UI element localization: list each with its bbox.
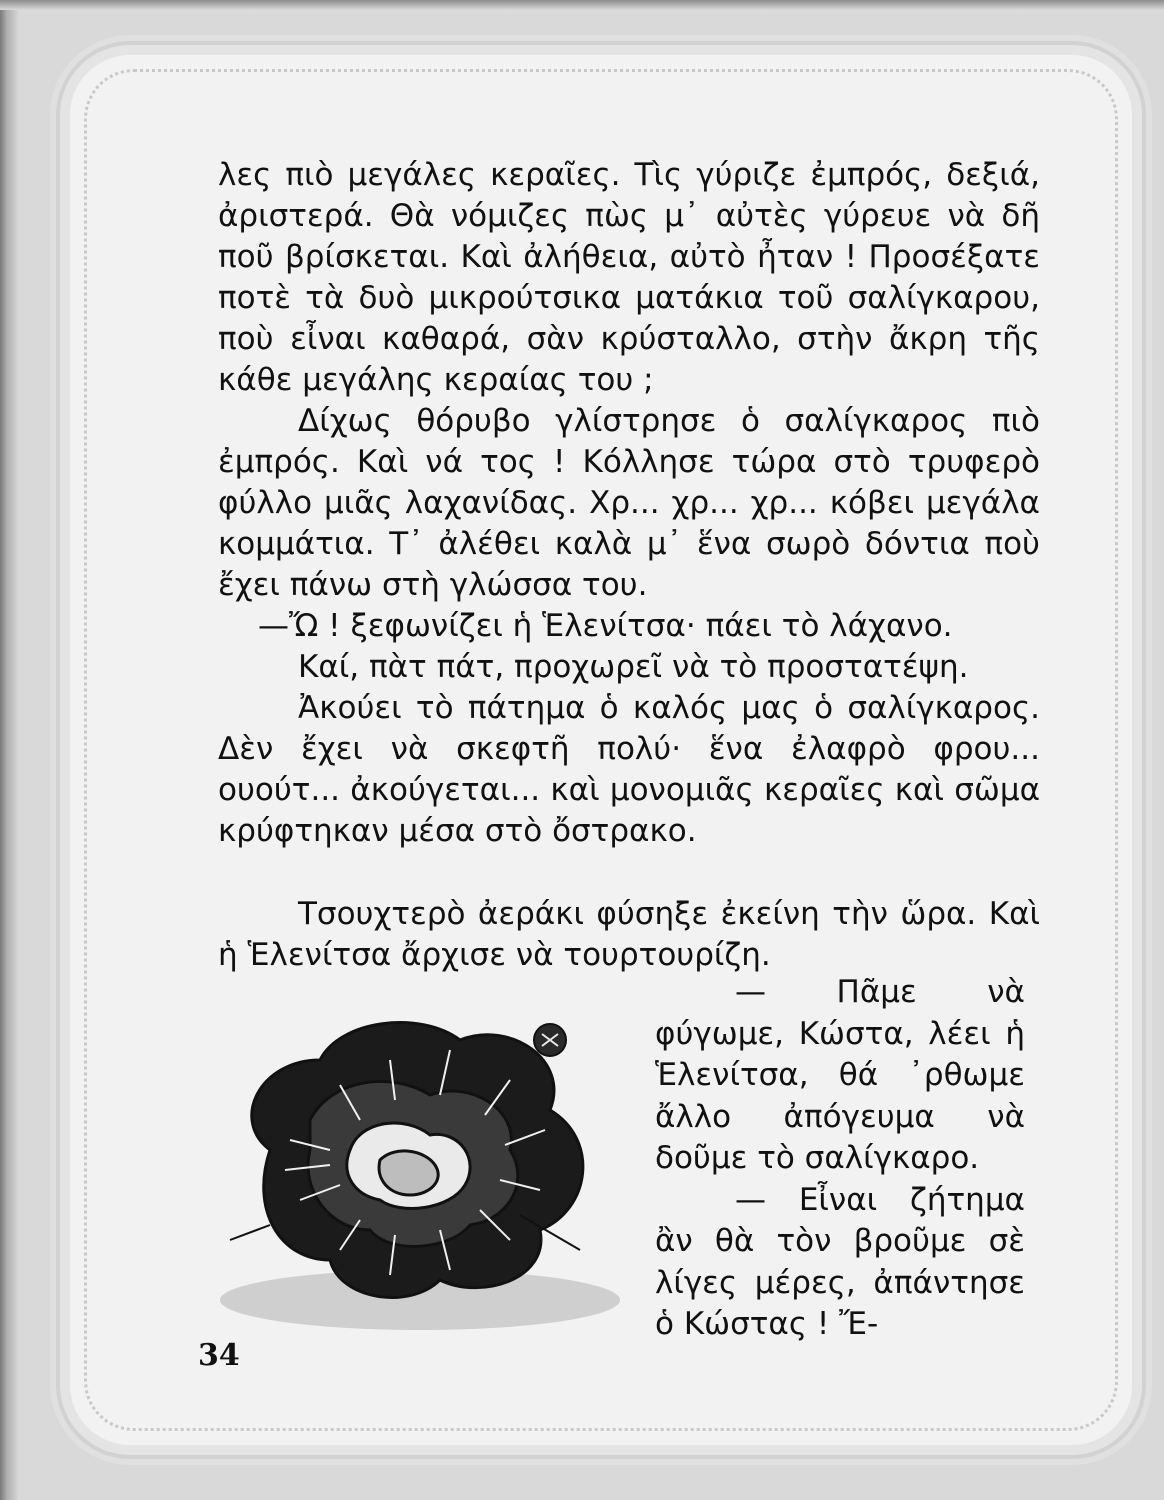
dialogue-line: — Πᾶμε νὰ φύγωμε, Κώστα, λέει ἡ Ἑλενίτσα, θά ᾿ρθωμε ἄλλο ἀπόγευμα νὰ δοῦμε τὸ σαλίγκαρο. xyxy=(655,974,1025,1176)
dialogue-line: —Ὤ ! ξεφωνίζει ἡ Ἑλενίτσα· πάει τὸ λάχανο. xyxy=(258,608,953,644)
cabbage-icon xyxy=(190,1000,620,1340)
top-edge xyxy=(0,0,1164,10)
body-text xyxy=(218,155,1040,976)
side-text xyxy=(655,972,1025,1346)
paragraph: λες πιὸ μεγάλες κεραῖες. Τὶς γύριζε ἐμπρός, δεξιά, ἀριστερά. Θὰ νόμιζες πὼς μ᾿ αὐτὲς γύρευε νὰ δῆ ποῦ βρίσκεται. Καὶ ἀλήθεια, αὐτὸ ἦταν ! Προσέξατε ποτὲ τὰ δυὸ μικρούτσικα ματάκια τοῦ σαλίγκαρου, ποὺ εἶναι καθαρά, σὰν κρύσταλλο, στὴν ἄκρη τῆς κάθε μεγάλης κεραίας του ; xyxy=(218,157,1040,398)
paragraph: Καί, πὰτ πάτ, προχωρεῖ νὰ τὸ προστατέψη. xyxy=(298,649,969,685)
paragraph: Τσουχτερὸ ἀεράκι φύσηξε ἐκείνη τὴν ὥρα. Καὶ ἡ Ἑλενίτσα ἄρχισε νὰ τουρτουρίζη. xyxy=(218,896,1040,973)
paragraph: Ἀκούει τὸ πάτημα ὁ καλός μας ὁ σαλίγκαρος. Δὲν ἔχει νὰ σκεφτῆ πολύ· ἕνα ἐλαφρὸ φρου... ουούτ... ἀκούγεται... καὶ μονομιᾶς κεραῖες καὶ σῶμα κρύφτηκαν μέσα στὸ ὄστρακο. xyxy=(218,690,1040,849)
dialogue-line: — Εἶναι ζήτημα ἂν θὰ τὸν βροῦμε σὲ λίγες μέρες, ἀπάντησε ὁ Κώστας ! Ἔ- xyxy=(655,1181,1025,1342)
binding-edge xyxy=(0,0,18,1500)
paragraph: Δίχως θόρυβο γλίστρησε ὁ σαλίγκαρος πιὸ ἐμπρός. Καὶ νά τος ! Κόλλησε τώρα στὸ τρυφερὸ φύλλο μιᾶς λαχανίδας. Χρ... χρ... χρ... κόβει μεγάλα κομμάτια. Τ᾿ ἀλέθει καλὰ μ᾿ ἕνα σωρὸ δόντια ποὺ ἔχει πάνω στὴ γλώσσα του. xyxy=(218,403,1040,603)
cabbage-illustration xyxy=(190,1000,620,1340)
page-number: 34 xyxy=(198,1338,240,1373)
